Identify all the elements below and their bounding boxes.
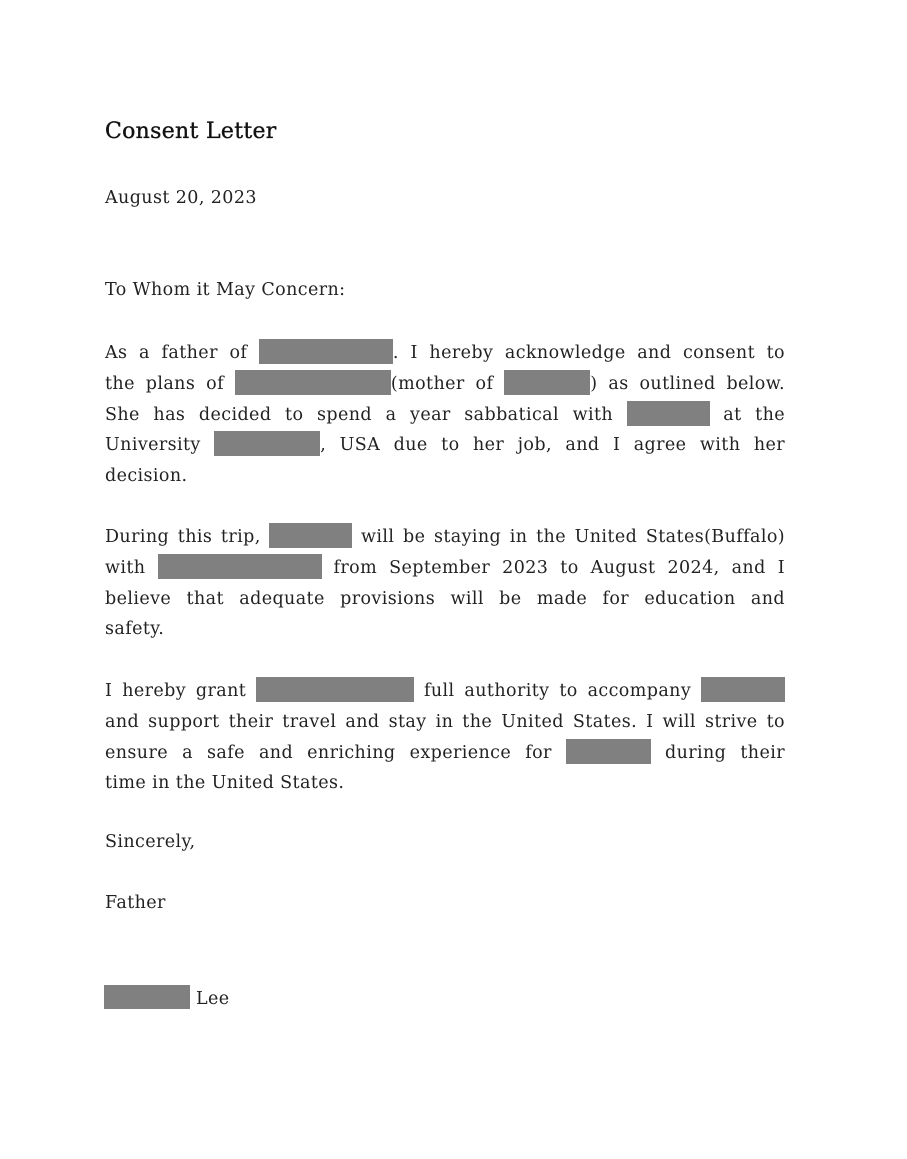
signer-relation: Father bbox=[105, 893, 166, 913]
redacted-name bbox=[158, 554, 322, 579]
redacted-name bbox=[566, 739, 651, 764]
paragraph-consent bbox=[105, 338, 785, 492]
letter-date: August 20, 2023 bbox=[105, 188, 257, 208]
paragraph-line: the plans of (mother of ) as outlined below. bbox=[105, 369, 785, 400]
paragraph-line: safety. bbox=[105, 619, 165, 640]
redacted-name bbox=[104, 985, 190, 1009]
paragraph-line: During this trip, will be staying in the United States(Buffalo) bbox=[105, 522, 785, 553]
signature-line bbox=[104, 985, 230, 1009]
letter-title: Consent Letter bbox=[105, 119, 277, 144]
signer-surname: Lee bbox=[195, 989, 230, 1009]
redacted-name bbox=[214, 431, 320, 456]
paragraph-trip bbox=[105, 522, 785, 645]
redacted-name bbox=[627, 401, 710, 426]
paragraph-line: As a father of . I hereby acknowledge and consent to bbox=[105, 338, 785, 369]
redacted-name bbox=[235, 370, 391, 395]
redacted-name bbox=[256, 677, 414, 702]
redacted-name bbox=[269, 523, 352, 548]
paragraph-line: I hereby grant full authority to accompany bbox=[105, 676, 785, 707]
paragraph-line: ensure a safe and enriching experience for during their bbox=[105, 738, 785, 769]
paragraph-authority bbox=[105, 676, 785, 799]
redacted-name bbox=[701, 677, 785, 702]
paragraph-line: with from September 2023 to August 2024, and I bbox=[105, 553, 785, 584]
redacted-name bbox=[259, 339, 393, 364]
salutation: To Whom it May Concern: bbox=[105, 280, 346, 300]
redacted-name bbox=[504, 370, 590, 395]
closing: Sincerely, bbox=[105, 832, 196, 852]
paragraph-line: believe that adequate provisions will be made for education and bbox=[105, 588, 785, 609]
paragraph-line: decision. bbox=[105, 466, 188, 487]
paragraph-line: and support their travel and stay in the United States. I will strive to bbox=[105, 711, 785, 732]
paragraph-line: time in the United States. bbox=[105, 773, 345, 794]
paragraph-line: University , USA due to her job, and I agree with her bbox=[105, 430, 785, 461]
paragraph-line: She has decided to spend a year sabbatical with at the bbox=[105, 400, 785, 431]
